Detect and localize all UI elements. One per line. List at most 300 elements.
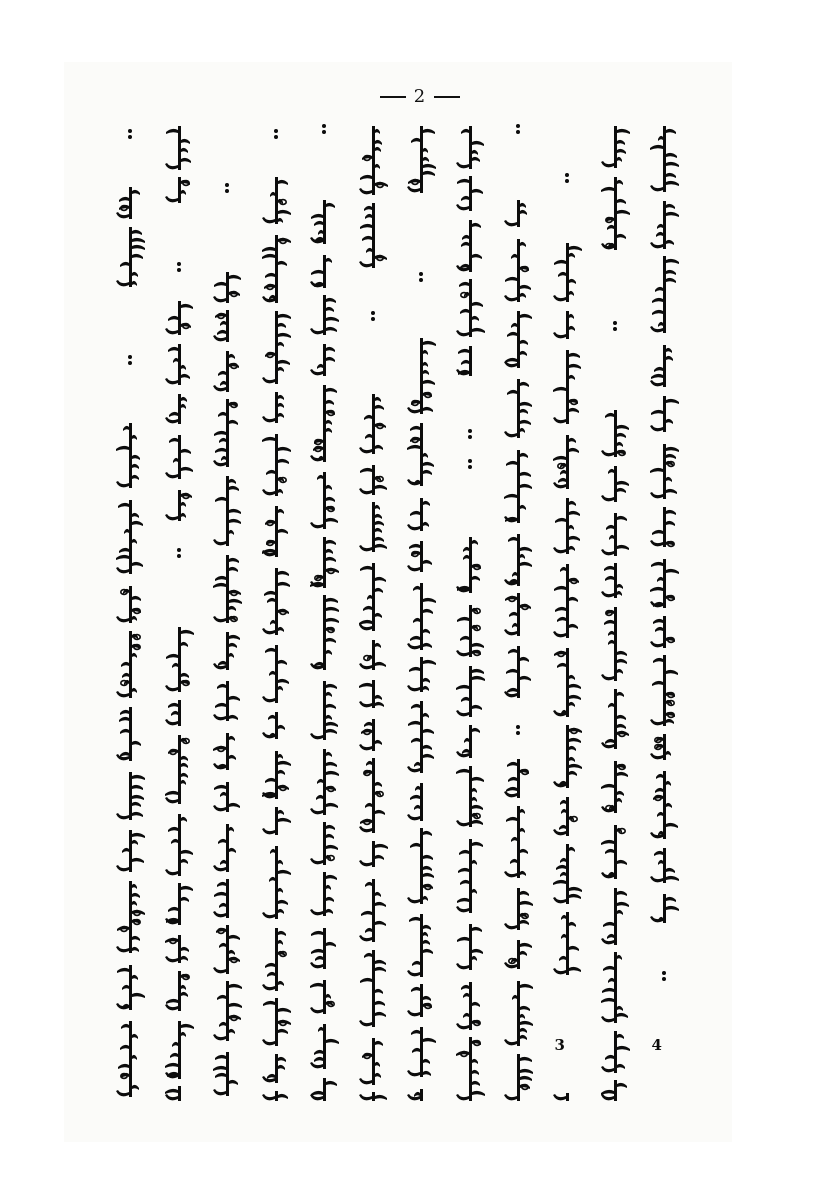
word-stem [226, 310, 229, 342]
glyph-stroke [181, 1032, 186, 1037]
word-tail [359, 826, 372, 832]
glyph-stroke [326, 258, 332, 263]
glyph-stroke [229, 696, 240, 701]
glyph-stroke [269, 877, 275, 882]
glyph-stroke [375, 855, 384, 860]
glyph-stroke [375, 702, 384, 707]
word-tail [116, 280, 129, 286]
glyph-stroke [278, 360, 290, 365]
glyph-stroke [229, 653, 234, 658]
glyph-stroke [569, 525, 574, 530]
word-stem [226, 733, 229, 770]
glyph-stroke [181, 148, 188, 153]
glyph-stroke [166, 129, 178, 134]
glyph-stroke [617, 1083, 627, 1088]
text-column [258, 122, 296, 1112]
glyph-stroke [181, 817, 187, 822]
glyph-stroke [181, 992, 188, 997]
glyph-stroke [132, 688, 137, 693]
word-stem [614, 563, 617, 598]
word-stem [372, 719, 375, 751]
glyph-stroke [569, 501, 576, 506]
text-column [403, 122, 441, 1112]
glyph-stroke [569, 326, 575, 331]
glyph-stroke [617, 891, 627, 896]
glyph-stroke [168, 316, 178, 321]
glyph-stroke [423, 949, 433, 954]
glyph-stroke [365, 882, 372, 887]
glyph-stroke [658, 136, 663, 141]
glyph-stroke [326, 518, 338, 523]
word-stem [178, 700, 181, 726]
word-stem [469, 605, 472, 657]
word-tail [504, 361, 517, 367]
word-tail [165, 417, 178, 423]
glyph-stroke [278, 447, 291, 452]
word-tail [456, 650, 469, 656]
word-tail [553, 547, 566, 553]
glyph-stroke [278, 180, 288, 185]
word-stem [469, 666, 472, 717]
glyph-stroke [472, 157, 480, 162]
word-tail [359, 935, 372, 941]
glyph-stroke [317, 475, 323, 480]
word-tail [165, 719, 178, 725]
glyph-stroke [666, 129, 676, 134]
word-tail [553, 968, 566, 974]
word-tail [213, 1089, 226, 1095]
glyph-stroke [560, 858, 566, 863]
word-tail [213, 616, 226, 622]
glyph-stroke [278, 627, 284, 632]
glyph-stroke [666, 489, 677, 494]
glyph-stroke [229, 848, 236, 853]
punctuation-mark [321, 122, 327, 136]
glyph-stroke [165, 791, 178, 796]
word-tail [213, 1034, 226, 1040]
glyph-stroke [132, 858, 144, 863]
glyph-stroke [459, 850, 469, 855]
glyph-stroke [617, 692, 624, 697]
glyph-stroke [375, 397, 381, 402]
glyph-stroke [520, 505, 526, 510]
glyph-stroke [666, 477, 672, 482]
glyph-stroke [120, 1045, 129, 1050]
word-stem [178, 301, 181, 335]
glyph-stroke [278, 489, 283, 494]
glyph-stroke [617, 199, 626, 204]
glyph-stroke [375, 405, 384, 410]
glyph-stroke [181, 897, 189, 902]
glyph-stroke [569, 764, 582, 769]
word-stem [226, 981, 229, 1041]
glyph-stroke [132, 435, 137, 440]
word-stem [129, 772, 132, 820]
glyph-stroke [414, 805, 420, 810]
glyph-stroke [229, 736, 235, 741]
glyph-stroke [666, 447, 679, 452]
glyph-stroke [554, 586, 566, 591]
glyph-stroke [171, 711, 178, 716]
word-stem [372, 680, 375, 708]
word-tail [116, 1090, 129, 1096]
glyph-stroke [520, 828, 525, 833]
word-tail [456, 1094, 469, 1100]
word-tail [213, 865, 226, 871]
word-tail [504, 691, 517, 697]
section-number-marker: 4 [651, 1036, 662, 1055]
glyph-stroke [360, 468, 372, 473]
glyph-stroke [181, 763, 188, 768]
punctuation-mark [224, 181, 230, 195]
glyph-stroke [375, 1095, 387, 1100]
glyph-stroke [132, 653, 137, 658]
glyph-stroke [132, 741, 141, 746]
glyph-stroke [375, 967, 386, 972]
glyph-stroke [423, 745, 432, 750]
glyph-stroke [132, 947, 139, 952]
word-stem [323, 472, 326, 529]
glyph-stroke [262, 437, 275, 442]
glyph-stroke [326, 317, 339, 322]
glyph-stroke [507, 390, 517, 395]
glyph-stroke [278, 459, 289, 464]
glyph-stroke [472, 1059, 478, 1064]
glyph-stroke [569, 597, 578, 602]
glyph-stroke [463, 547, 469, 552]
glyph-stroke [423, 729, 434, 734]
word-tail [262, 1039, 275, 1045]
glyph-stroke [604, 566, 614, 571]
punctuation-mark [176, 546, 182, 560]
glyph-stroke [119, 717, 129, 722]
glyph-stroke [181, 513, 186, 518]
word-stem [178, 126, 181, 170]
glyph-stroke [326, 1081, 337, 1086]
word-tail [213, 460, 226, 466]
glyph-stroke [220, 860, 226, 865]
glyph-stroke [423, 164, 436, 169]
glyph-stroke [472, 1081, 480, 1086]
glyph-stroke [132, 272, 138, 277]
word-stem [614, 825, 617, 879]
glyph-stroke [666, 162, 679, 167]
glyph-stroke [326, 825, 335, 830]
word-tail [116, 567, 129, 573]
punctuation-mark [515, 122, 521, 136]
glyph-stroke [520, 901, 533, 906]
word-tail [650, 719, 663, 725]
glyph-stroke [617, 488, 626, 493]
glyph-stroke [278, 509, 284, 514]
glyph-stroke [460, 636, 469, 641]
word-tail [262, 416, 275, 422]
glyph-stroke [508, 777, 517, 782]
glyph-stroke [617, 715, 626, 720]
glyph-stroke [278, 909, 284, 914]
glyph-stroke [120, 752, 129, 757]
text-column [549, 122, 587, 1112]
glyph-stroke [181, 158, 191, 163]
text-column [597, 122, 635, 1112]
word-tail [165, 378, 178, 384]
word-stem [275, 392, 278, 423]
word-stem [469, 982, 472, 1030]
glyph-stroke [617, 180, 623, 185]
glyph-stroke [315, 956, 323, 961]
glyph-stroke [652, 298, 663, 303]
glyph-stroke [181, 956, 188, 961]
glyph-stroke [229, 567, 238, 572]
glyph-stroke [221, 456, 226, 461]
glyph-stroke [666, 670, 678, 675]
word-stem [469, 1037, 472, 1101]
glyph-stroke [617, 860, 627, 865]
glyph-stroke [462, 749, 469, 754]
glyph-stroke [326, 1039, 339, 1044]
word-tail [504, 629, 517, 635]
glyph-stroke [506, 787, 517, 792]
glyph-stroke [617, 1006, 623, 1011]
word-stem [372, 394, 375, 454]
word-stem [566, 912, 569, 975]
word-stem [178, 814, 181, 876]
word-tail [601, 742, 614, 748]
glyph-stroke [132, 539, 137, 544]
glyph-stroke [181, 773, 188, 778]
glyph-stroke [375, 1012, 386, 1017]
word-tail [650, 540, 663, 546]
glyph-stroke [326, 327, 337, 332]
word-tail [456, 369, 469, 375]
glyph-stroke [603, 922, 614, 927]
glyph-stroke [220, 381, 226, 386]
word-tail [407, 186, 420, 192]
word-tail [504, 1094, 517, 1100]
word-tail [650, 641, 663, 647]
glyph-stroke [229, 755, 236, 760]
glyph-stroke [375, 921, 386, 926]
glyph-stroke [119, 548, 129, 553]
glyph-stroke [364, 953, 372, 958]
glyph-stroke [132, 475, 139, 480]
word-tail [213, 805, 226, 811]
word-stem [663, 894, 666, 923]
word-stem [226, 272, 229, 303]
word-stem [275, 928, 278, 991]
glyph-stroke [118, 503, 129, 508]
glyph-stroke [262, 247, 275, 252]
right-dash [434, 96, 460, 98]
glyph-stroke [364, 722, 372, 727]
glyph-stroke [658, 860, 663, 865]
glyph-stroke [229, 803, 240, 808]
script-glyphs [258, 122, 296, 1107]
glyph-stroke [602, 988, 614, 993]
glyph-stroke [311, 949, 323, 954]
word-tail [601, 161, 614, 167]
glyph-stroke [666, 868, 675, 873]
glyph-stroke [472, 889, 477, 894]
glyph-stroke [132, 1055, 137, 1060]
word-stem [275, 1054, 278, 1083]
glyph-stroke [472, 797, 477, 802]
glyph-stroke [408, 721, 420, 726]
word-tail [601, 1094, 614, 1100]
glyph-stroke [122, 985, 129, 990]
glyph-stroke [278, 1029, 288, 1034]
word-tail [504, 871, 517, 877]
word-tail [504, 431, 517, 437]
text-column [500, 122, 538, 1112]
glyph-stroke [472, 540, 478, 545]
word-stem [323, 344, 326, 376]
glyph-stroke [617, 791, 624, 796]
glyph-stroke [132, 1034, 138, 1039]
word-stem [323, 681, 326, 740]
glyph-stroke [181, 1024, 194, 1029]
punctuation-mark [467, 427, 473, 441]
glyph-stroke [326, 875, 337, 880]
glyph-stroke [278, 571, 289, 576]
glyph-stroke [215, 497, 226, 502]
glyph-stroke [326, 942, 336, 947]
glyph-stroke [229, 354, 235, 359]
glyph-stroke [617, 591, 622, 596]
glyph-stroke [218, 839, 226, 844]
glyph-stroke [411, 1030, 420, 1035]
glyph-stroke [560, 470, 566, 475]
glyph-stroke [666, 419, 673, 424]
glyph-stroke [617, 724, 626, 729]
glyph-stroke [520, 547, 532, 552]
glyph-stroke [132, 993, 145, 998]
word-stem [420, 914, 423, 977]
word-stem [566, 648, 569, 717]
word-stem [323, 822, 326, 865]
word-stem [323, 537, 326, 588]
glyph-stroke [326, 638, 336, 643]
glyph-stroke [132, 936, 140, 941]
glyph-stroke [617, 149, 626, 154]
glyph-stroke [132, 513, 139, 518]
word-tail [504, 791, 517, 797]
glyph-stroke [617, 140, 625, 145]
glyph-stroke [423, 1038, 436, 1043]
glyph-stroke [181, 365, 186, 370]
glyph-stroke [666, 173, 676, 178]
glyph-stroke [472, 949, 483, 954]
word-stem [517, 1054, 520, 1101]
glyph-stroke [217, 882, 226, 887]
glyph-stroke [472, 820, 483, 825]
word-stem [129, 965, 132, 1010]
word-stem [275, 434, 278, 496]
left-dash [380, 96, 406, 98]
word-tail [601, 591, 614, 597]
glyph-stroke [423, 866, 432, 871]
word-stem [663, 734, 666, 760]
word-tail [650, 492, 663, 498]
word-tail [504, 1039, 517, 1045]
glyph-stroke [608, 703, 614, 708]
glyph-stroke [520, 242, 526, 247]
glyph-stroke [506, 461, 517, 466]
glyph-stroke [278, 1008, 291, 1013]
glyph-stroke [520, 1069, 533, 1074]
glyph-stroke [617, 234, 626, 239]
glyph-stroke [656, 774, 663, 779]
glyph-stroke [666, 278, 676, 283]
word-stem [614, 952, 617, 1023]
glyph-stroke [569, 675, 575, 680]
word-stem [275, 1091, 278, 1101]
word-tail [407, 766, 420, 772]
glyph-stroke [601, 187, 614, 192]
glyph-stroke [462, 235, 469, 240]
glyph-stroke [326, 618, 339, 623]
glyph-stroke [229, 599, 242, 604]
word-stem [372, 465, 375, 495]
word-stem [226, 632, 229, 670]
word-stem [226, 476, 229, 546]
word-stem [614, 126, 617, 168]
glyph-stroke [366, 761, 372, 766]
glyph-stroke [569, 967, 581, 972]
glyph-stroke [457, 898, 469, 903]
glyph-stroke [119, 197, 129, 202]
glyph-stroke [604, 620, 614, 625]
glyph-stroke [326, 400, 334, 405]
word-tail [116, 481, 129, 487]
punctuation-mark [515, 723, 521, 737]
word-tail [553, 295, 566, 301]
glyph-stroke [569, 695, 581, 700]
glyph-stroke [423, 560, 432, 565]
word-tail [407, 643, 420, 649]
glyph-stroke [657, 812, 663, 817]
glyph-stroke [116, 446, 129, 451]
glyph-stroke [229, 635, 240, 640]
glyph-stroke [267, 1074, 275, 1079]
glyph-stroke [651, 562, 663, 567]
glyph-stroke [326, 428, 332, 433]
glyph-stroke [423, 362, 428, 367]
glyph-stroke [666, 454, 676, 459]
word-tail [407, 970, 420, 976]
glyph-stroke [617, 545, 629, 550]
glyph-stroke [666, 569, 679, 574]
glyph-stroke [410, 843, 420, 848]
glyph-stroke [173, 358, 178, 363]
glyph-stroke [173, 458, 178, 463]
word-stem [372, 758, 375, 833]
word-stem [420, 657, 423, 692]
glyph-stroke [520, 1057, 532, 1062]
glyph-stroke [217, 995, 226, 1000]
glyph-stroke [666, 719, 674, 724]
word-stem [129, 500, 132, 574]
glyph-stroke [132, 812, 143, 817]
word-tail [650, 753, 663, 759]
glyph-stroke [326, 885, 331, 890]
word-stem [469, 924, 472, 970]
glyph-stroke [472, 842, 483, 847]
glyph-stroke [561, 915, 566, 920]
glyph-stroke [423, 470, 432, 475]
glyph-stroke [655, 788, 663, 793]
glyph-stroke [569, 536, 580, 541]
